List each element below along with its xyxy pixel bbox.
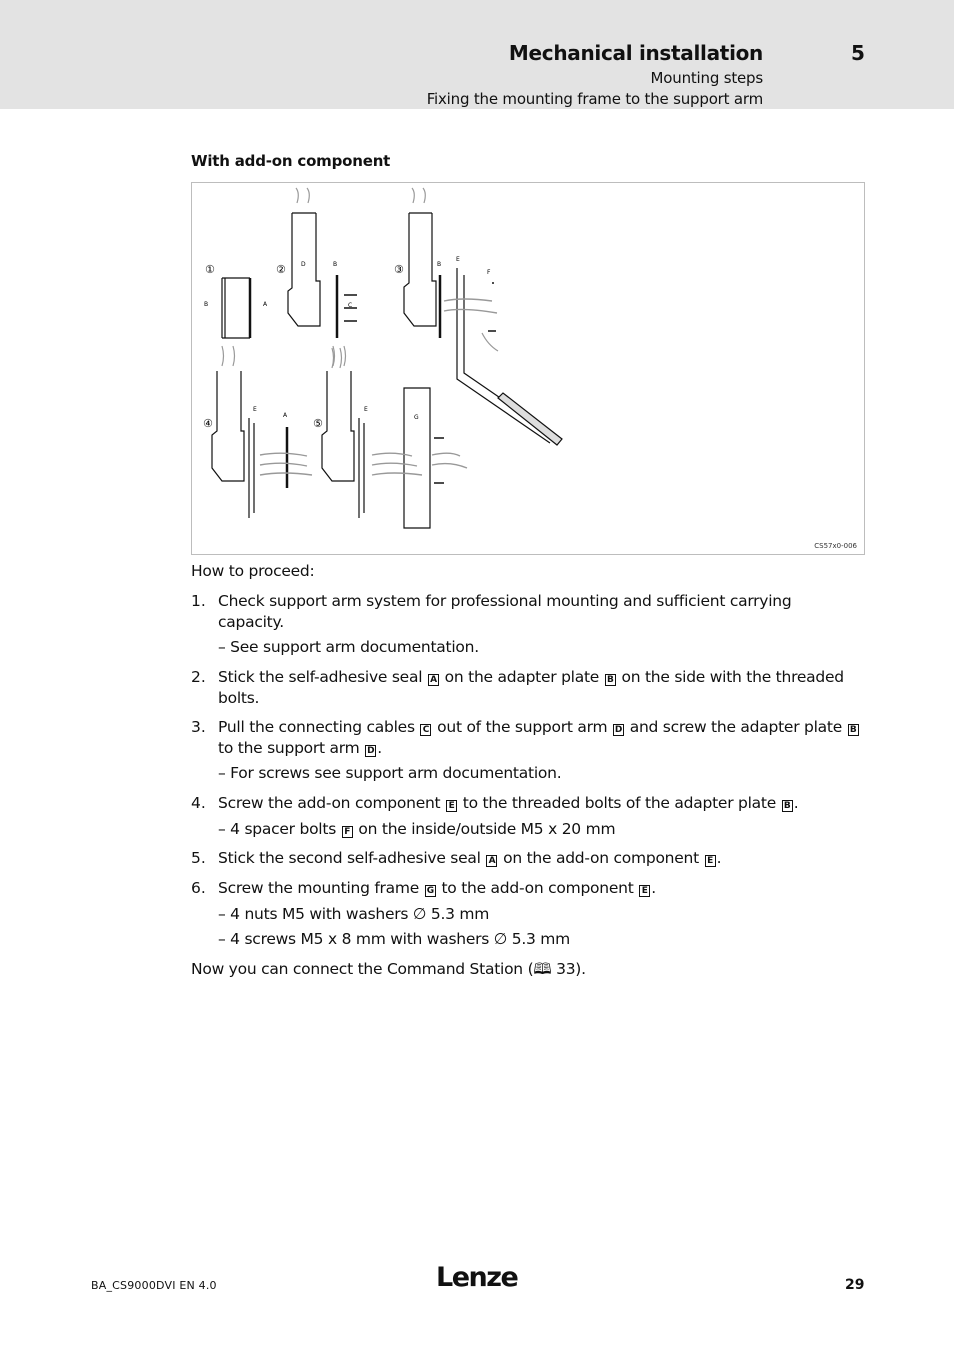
fig-letter-e: E: [364, 406, 368, 413]
figure-code: CS57x0-006: [814, 542, 857, 550]
letter-box: E: [446, 800, 457, 812]
step-text: to the support arm D .: [218, 739, 382, 757]
letter-box: F: [342, 826, 353, 838]
step-label-4: ④: [203, 417, 213, 430]
step-subtext: – See support arm documentation.: [218, 638, 479, 656]
step-text: Screw the mounting frame G to the add-on component E .: [218, 879, 656, 897]
step-subtext: – 4 screws M5 x 8 mm with washers ∅ 5.3 mm: [218, 930, 570, 948]
mounting-drawing: [192, 183, 864, 554]
chapter-number: 5: [851, 41, 865, 65]
step-subtext: – 4 nuts M5 with washers ∅ 5.3 mm: [218, 905, 490, 923]
page-title: Mechanical installation: [508, 41, 763, 65]
lenze-logo: Lenze: [436, 1262, 518, 1293]
step-label-2: ②: [276, 263, 286, 276]
fig-letter-b: B: [333, 261, 338, 268]
letter-box: G: [426, 886, 434, 896]
fig-letter-b: B: [437, 261, 442, 268]
letter-box: B: [605, 674, 616, 686]
step-text: Stick the second self-adhesive seal A on the add-on component E .: [218, 849, 722, 867]
step-number: 3.: [191, 718, 206, 736]
header-subtitle-2: Fixing the mounting frame to the support arm: [426, 90, 763, 108]
fig-letter-g: G: [414, 414, 419, 421]
letter-box: B: [782, 800, 793, 812]
step-text: Pull the connecting cables C out of the support arm D and screw the adapter plate B: [218, 717, 860, 738]
letter-box: E: [705, 855, 716, 867]
letter-box: C: [420, 724, 431, 736]
step-number: 5.: [191, 849, 206, 867]
fig-letter-d: D: [301, 261, 306, 268]
letter-box: B: [848, 724, 859, 736]
step-label-3: ③: [394, 263, 404, 276]
step-text: Screw the add-on component E to the threaded bolts of the adapter plate B .: [218, 794, 799, 812]
outro-text: Now you can connect the Command Station (🕮 33).: [191, 960, 586, 978]
fig-letter-f: F: [487, 269, 491, 276]
document-id: BA_CS9000DVI EN 4.0: [91, 1279, 217, 1292]
step-number: 2.: [191, 668, 206, 686]
step-number: 4.: [191, 794, 206, 812]
fig-letter-a: A: [263, 301, 268, 308]
step-text: bolts.: [218, 689, 260, 707]
step-text: Check support arm system for professional mounting and sufficient carrying: [218, 592, 792, 610]
letter-box: A: [428, 674, 439, 686]
letter-box: A: [486, 855, 497, 867]
mounting-figure: [191, 182, 865, 555]
fig-letter-e: E: [253, 406, 257, 413]
fig-letter-c: C: [348, 302, 353, 309]
step-subtext: – 4 spacer bolts F on the inside/outside M5 x 20 mm: [218, 820, 616, 838]
step-text: capacity.: [218, 613, 284, 631]
step-subtext: – For screws see support arm documentation.: [218, 764, 562, 782]
step-number: 6.: [191, 879, 206, 897]
step-number: 1.: [191, 592, 206, 610]
book-icon: 🕮: [533, 960, 552, 978]
letter-box: D: [367, 746, 375, 756]
fig-letter-a: A: [283, 412, 288, 419]
fig-letter-e: E: [456, 256, 460, 263]
step-label-1: ①: [205, 263, 215, 276]
letter-box: D: [614, 725, 623, 735]
intro-text: How to proceed:: [191, 562, 315, 580]
step-label-5: ⑤: [313, 417, 323, 430]
header-subtitle-1: Mounting steps: [650, 69, 763, 87]
step-text: Stick the self-adhesive seal A on the adapter plate B on the side with the threaded: [218, 668, 844, 686]
letter-box: E: [639, 885, 650, 897]
section-heading: With add-on component: [191, 152, 391, 170]
fig-letter-b: B: [204, 301, 209, 308]
page-number: 29: [845, 1277, 865, 1293]
